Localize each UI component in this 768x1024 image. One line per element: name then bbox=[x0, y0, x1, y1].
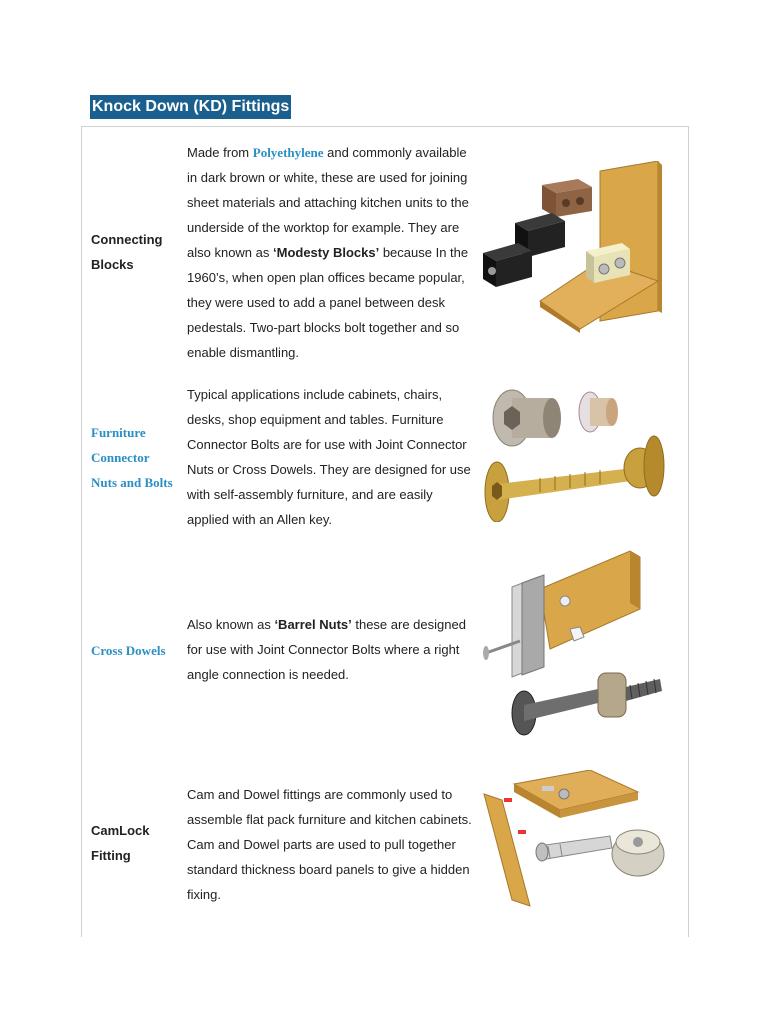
cross-dowels-image bbox=[480, 549, 670, 749]
label-line: Blocks bbox=[91, 257, 134, 272]
row-description: Cam and Dowel fittings are commonly used to assemble flat pack furniture and kitchen cabinets. Cam and Dowel parts are used to pull together standard thickness board panels to give a hidden fixing. bbox=[187, 787, 472, 902]
text-run: Also known as bbox=[187, 617, 275, 632]
text-emphasis: ‘Modesty Blocks’ bbox=[273, 245, 380, 260]
connector-bolts-image bbox=[480, 382, 670, 522]
row-description: Typical applications include cabinets, chairs, desks, shop equipment and tables. Furniture Connector Bolts are for use with Joint Connector Nuts or Cross Dowels. They are designed for use with self-assembly furniture, and are easily applied with an Allen key. bbox=[187, 387, 471, 527]
fittings-table bbox=[81, 126, 689, 937]
text-emphasis: ‘Barrel Nuts’ bbox=[274, 617, 352, 632]
polyethylene-link[interactable]: Polyethylene bbox=[252, 145, 324, 160]
page-title: Knock Down (KD) Fittings bbox=[90, 95, 291, 119]
text-run: and commonly available in dark brown or white, these are used for joining sheet materials and attaching kitchen units to the underside of the worktop for example. They are also known as bbox=[187, 145, 469, 260]
row-label bbox=[91, 227, 177, 277]
row-label bbox=[91, 818, 177, 868]
camlock-image bbox=[480, 770, 670, 920]
label-line: CamLock bbox=[91, 823, 150, 838]
text-run: these are designed for use with Joint Connector Bolts where a right angle connection is needed. bbox=[187, 617, 466, 682]
text-run: because In the 1960’s, when open plan offices became popular, they were used to add a panel between desk pedestals. Two-part blocks bolt together and so enable dismantling. bbox=[187, 245, 469, 360]
row-description bbox=[187, 140, 477, 365]
cross-dowels-link[interactable]: Cross Dowels bbox=[91, 643, 166, 658]
label-line: Connecting bbox=[91, 232, 163, 247]
label-line: Connector bbox=[91, 450, 150, 465]
row-description bbox=[187, 612, 477, 687]
text-run: Made from bbox=[187, 145, 253, 160]
label-line: Furniture bbox=[91, 425, 146, 440]
label-line: Fitting bbox=[91, 848, 131, 863]
connecting-blocks-image bbox=[480, 161, 670, 333]
furniture-connector-link[interactable] bbox=[91, 420, 177, 495]
label-line: Nuts and Bolts bbox=[91, 475, 173, 490]
